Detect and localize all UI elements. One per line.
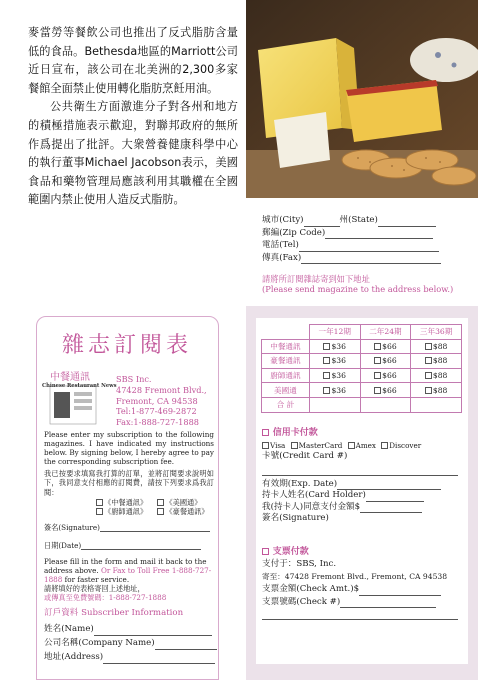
signature-field[interactable] [100,531,210,532]
price-value: $66 [382,356,397,366]
name-label: 姓名(Name) [44,623,94,634]
price-checkbox[interactable] [374,387,381,394]
total-cell[interactable] [309,397,360,412]
price-cell[interactable] [411,368,462,383]
price-value: $66 [382,385,397,395]
publisher-tel: Tel:1-877-469-2872 [116,406,197,417]
price-value: $36 [331,371,346,381]
subscription-form-body [44,430,214,664]
fax-instructions-en-3: for faster service. [64,575,130,585]
table-row [262,368,462,383]
price-checkbox[interactable] [425,387,432,394]
company-name-label: 公司名稱(Company Name) [44,637,155,648]
subscription-form-title: 雜志訂閱表 [62,333,193,358]
price-cell[interactable] [309,368,360,383]
price-cell[interactable] [360,368,411,383]
intro-english: Please enter my subscription to the following magazines. I have indicated my instructions below. By signing below, I hereby agree to pay the corresponding subscription fee. [44,430,214,467]
opt-chef-label: 《廚師通訊》 [104,506,148,516]
price-checkbox[interactable] [425,343,432,350]
signature-label: 簽名(Signature) [44,522,100,532]
address-label: 地址(Address) [44,651,104,662]
credit-card-checkbox[interactable] [262,429,269,436]
zip-label: 郵編(Zip Code) [262,227,326,238]
check-checkbox[interactable] [262,548,269,555]
card-holder-label: 持卡人姓名(Card Holder) [262,490,366,500]
date-label: 日期(Date) [44,540,82,550]
price-checkbox[interactable] [323,387,330,394]
fax-label: 傳真(Fax) [262,252,302,263]
price-checkbox[interactable] [323,372,330,379]
price-cell[interactable] [309,354,360,369]
table-row [262,354,462,369]
price-checkbox[interactable] [374,357,381,364]
table-row-total [262,397,462,412]
magazine-logo-en: Chinese Restaurant News [42,383,117,389]
amex-label: Amex [355,440,376,450]
card-number-label: 卡號(Credit Card #) [262,451,348,461]
table-row [262,339,462,354]
card-number-field[interactable] [262,463,458,476]
price-value: $66 [382,341,397,351]
price-checkbox[interactable] [323,343,330,350]
credit-signature-label: 簽名(Signature) [262,513,329,523]
fax-instructions-cn-1: 請將填好的表格寄回上述地址， [44,584,145,594]
price-checkbox[interactable] [374,372,381,379]
city-label: 城市(City) [262,215,304,225]
price-checkbox[interactable] [425,357,432,364]
amount-label: 我(持卡人)同意支付金額$ [262,501,361,512]
price-checkbox[interactable] [323,357,330,364]
checkbox-chef[interactable] [96,508,103,515]
total-cell[interactable] [360,397,411,412]
visa-checkbox[interactable] [262,442,269,449]
price-header-2yr: 二年24期 [360,325,411,340]
fax-instructions-en-2: Or Fax to Toll Free 1-888-727-1888 [44,566,212,585]
check-title: 支票付款 [272,547,309,557]
price-value: $88 [432,371,448,381]
checkbox-crn[interactable] [96,499,103,506]
intro-chinese: 我已按要求填寫我打算的訂單，並將訂閱要求說明如下，我同意支付相應的訂閱費，請按下列要求爲我訂閱： [44,469,214,497]
total-cell[interactable] [411,397,462,412]
discover-label: Discover [389,440,422,450]
publisher-street: 47428 Fremont Blvd., [116,384,207,395]
price-checkbox[interactable] [374,343,381,350]
checkbox-us[interactable] [157,499,164,506]
opt-us-label: 《美國通》 [165,497,202,507]
price-header-1yr: 一年12期 [309,325,360,340]
send-address-note [262,274,472,294]
credit-card-section [262,428,462,525]
checkbox-deluxe[interactable] [157,508,164,515]
credit-card-title: 信用卡付款 [272,428,318,438]
check-extra-line[interactable] [262,608,458,620]
state-label: 州(State) [339,215,378,225]
price-value: $36 [331,356,346,366]
price-header-3yr: 三年36期 [411,325,462,340]
row-label: 中餐通訊 [262,339,310,354]
tel-label: 電話(Tel) [262,240,299,250]
magazine-logo-cn: 中餐通訊 [50,372,90,383]
article-paragraph-1: 麥當勞等餐飲公司也推出了反式脂肪含量低的食品。Bethesda地區的Marriott公司近日宣布，該公司在北美洲的2,300多家餐館全面禁止使用轉化脂肪烹飪用油。 [28,26,238,95]
subscriber-info-heading: 訂戶資料 Subscriber Information [44,607,184,618]
price-value: $66 [382,371,397,381]
price-value: $88 [432,341,448,351]
price-cell[interactable] [360,383,411,398]
price-cell[interactable] [309,383,360,398]
opt-deluxe-label: 《豪餐通訊》 [165,506,209,516]
price-cell[interactable] [309,339,360,354]
row-label: 廚師通訊 [262,368,310,383]
article-paragraph-2: 公共衛生方面激進分子對各州和地方的積極措施表示歡迎，對聯邦政府的無所作爲提出了批評。大衆營養健康科學中心的執行董事Michael Jacobson表示，美國食品和藥物管理局應該利用其職權在全國範圍内禁止使用人造反式脂肪。 [28,100,238,207]
price-cell[interactable] [411,339,462,354]
article-text [28,24,238,210]
fax-field[interactable] [301,263,441,264]
check-section [262,546,467,620]
address-field[interactable] [103,663,215,664]
opt-crn-label: 《中餐通訊》 [104,497,148,507]
total-label: 合 計 [262,397,310,412]
fax-instructions-cn-2: 或傳真至免費號碼：1-888-727-1888 [44,593,167,603]
send-address-note-en: (Please send magazine to the address below.) [262,284,454,294]
price-cell[interactable] [360,339,411,354]
cheese-cracker-photo [246,0,478,198]
discover-checkbox[interactable] [381,442,388,449]
mastercard-label: MasterCard [298,440,343,450]
price-table [261,324,462,413]
row-label: 美國通 [262,383,310,398]
price-value: $88 [432,385,448,395]
visa-label: Visa [270,440,286,450]
fax-instructions-en [44,557,214,584]
price-value: $88 [432,356,448,366]
fax-instructions-en-1: Please fill in the form and mail it back to the address above. [44,557,207,576]
publisher-city: Fremont, CA 94538 [116,395,198,406]
check-mail-to: 寄至：47428 Fremont Blvd., Fremont, CA 94538 [262,571,448,581]
publisher-fax: Fax:1-888-727-1888 [116,417,199,428]
price-value: $36 [331,385,346,395]
mastercard-checkbox[interactable] [291,442,298,449]
amount-field[interactable] [360,512,422,513]
price-cell[interactable] [411,383,462,398]
exp-date-label: 有效期(Exp. Date) [262,478,338,489]
row-label: 豪餐通訊 [262,354,310,369]
date-field[interactable] [81,549,201,550]
price-cell[interactable] [360,354,411,369]
table-row [262,383,462,398]
check-amount-label: 支票金額(Check Amt.)$ [262,584,360,595]
price-cell[interactable] [411,354,462,369]
send-address-note-cn: 請將所訂閱雜誌寄到如下地址 [262,274,370,284]
publisher-contact [116,374,207,428]
mailing-address-fields [262,214,462,264]
price-value: $36 [331,341,346,351]
publisher-company: SBS Inc. [116,374,152,384]
price-checkbox[interactable] [425,372,432,379]
check-payee: 支付于：SBS, Inc. [262,559,337,570]
check-number-label: 支票號碼(Check #) [262,596,341,607]
amex-checkbox[interactable] [348,442,355,449]
price-table-header [262,325,462,340]
